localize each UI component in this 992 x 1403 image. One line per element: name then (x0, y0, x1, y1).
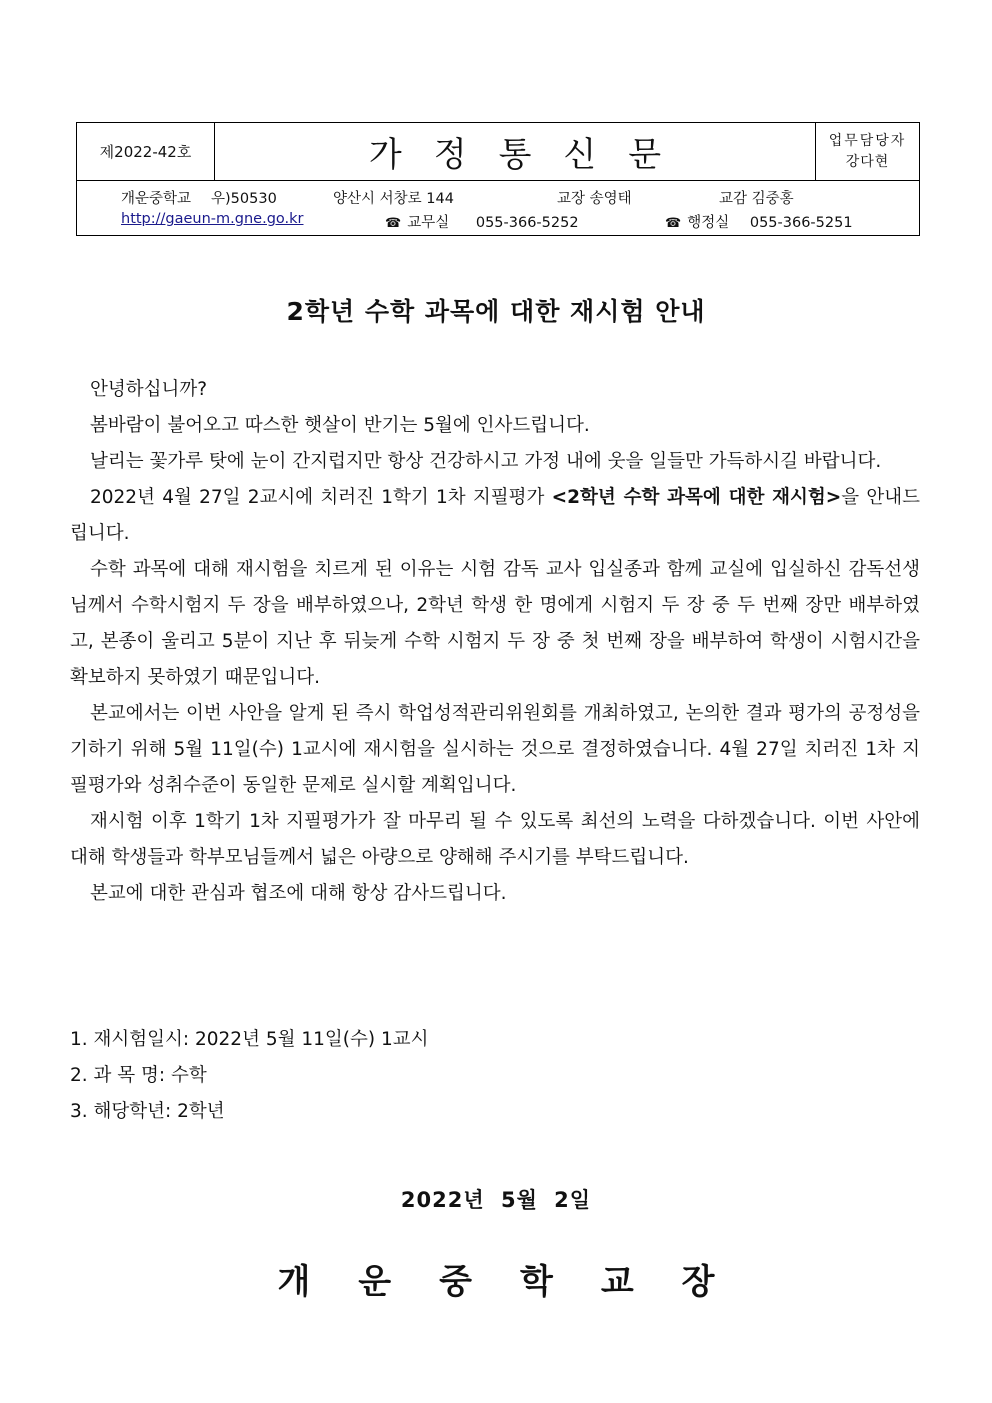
newsletter-header (76, 122, 920, 236)
school-address: 양산시 서창로 144 (333, 191, 454, 207)
paragraph-season: 봄바람이 불어오고 따스한 햇살이 반기는 5월에 인사드립니다. (90, 415, 590, 436)
school-name: 개운중학교 (121, 191, 192, 207)
paragraph-reason: 수학 과목에 대해 재시험을 치르게 된 이유는 시험 감독 교사 입실종과 함께 교실에 입실하신 감독선생님께서 수학시험지 두 장을 배부하였으나, 2학년 학생 한 명에게 시험지 두 장 중 두 번째 장만 배부하였고, 본종이 울리고 5분이 지난 후 뒤늦게 수학 시험지 두 장 중 첫 번째 장을 배부하여 학생이 시험시간을 확보하지 못하였기 때문입니다. (70, 559, 920, 688)
staff-in-charge (815, 123, 919, 180)
paragraph-wishes: 날리는 꽃가루 탓에 눈이 간지럽지만 항상 건강하시고 가정 내에 웃을 일들만 가득하시길 바랍니다. (90, 451, 882, 472)
admin-label: 행정실 (687, 215, 730, 231)
staff-role: 업무담당자 (828, 132, 907, 149)
school-website-link[interactable]: http://gaeun-m.gne.go.kr (121, 211, 304, 227)
notice-end: 을 안내드립니다. (70, 487, 921, 544)
paragraph-apology: 재시험 이후 1학기 1차 지필평가가 잘 마무리 될 수 있도록 최선의 노력을 다하겠습니다. 이번 사안에 대해 학생들과 학부모님들께서 넓은 아량으로 양해해 주시기를 부탁드립니다. (70, 811, 920, 868)
header-top-row (77, 123, 919, 181)
issue-number: 제2022-42호 (77, 123, 215, 180)
principal-name: 교장 송영태 (557, 191, 632, 207)
paragraph-notice (70, 480, 920, 552)
phone-icon: ☎ (665, 216, 682, 231)
principal-signature: 개운중학교장 (277, 1262, 763, 1302)
retest-details (70, 1022, 770, 1130)
paragraph-decision: 본교에서는 이번 사안을 알게 된 즉시 학업성적관리위원회를 개최하였고, 논의한 결과 평가의 공정성을 기하기 위해 5월 11일(수) 1교시에 재시험을 실시하는 것으로 결정하였습니다. 4월 27일 치러진 1차 지필평가와 성취수준이 동일한 문제로 실시할 계획입니다. (70, 703, 920, 796)
paragraph-greeting: 안녕하십니까? (90, 379, 208, 400)
phone-icon: ☎ (385, 216, 402, 231)
detail-item-grade: 3. 해당학년: 2학년 (70, 1101, 225, 1122)
detail-item-date: 1. 재시험일시: 2022년 5월 11일(수) 1교시 (70, 1029, 429, 1050)
notice-subject: <2학년 수학 과목에 대한 재시험> (551, 487, 842, 508)
office-contact (385, 211, 579, 232)
newsletter-title: 가정통신문 (368, 135, 694, 175)
notice-start: 2022년 4월 27일 2교시에 치러진 1학기 1차 지필평가 (90, 487, 552, 508)
staff-name: 강다현 (845, 153, 890, 170)
office-phone: 055-366-5252 (475, 215, 579, 231)
admin-phone: 055-366-5251 (749, 215, 853, 231)
letter-body (70, 372, 920, 912)
admin-contact (665, 211, 853, 232)
postal-code: 우)50530 (211, 191, 277, 207)
office-label: 교무실 (407, 215, 450, 231)
document-title: 2학년 수학 과목에 대한 재시험 안내 (286, 297, 706, 326)
detail-item-subject: 2. 과 목 명: 수학 (70, 1065, 207, 1086)
vice-principal-name: 교감 김중홍 (719, 191, 794, 207)
paragraph-thanks: 본교에 대한 관심과 협조에 대해 항상 감사드립니다. (90, 883, 507, 904)
issue-date: 2022년 5월 2일 (400, 1188, 592, 1212)
